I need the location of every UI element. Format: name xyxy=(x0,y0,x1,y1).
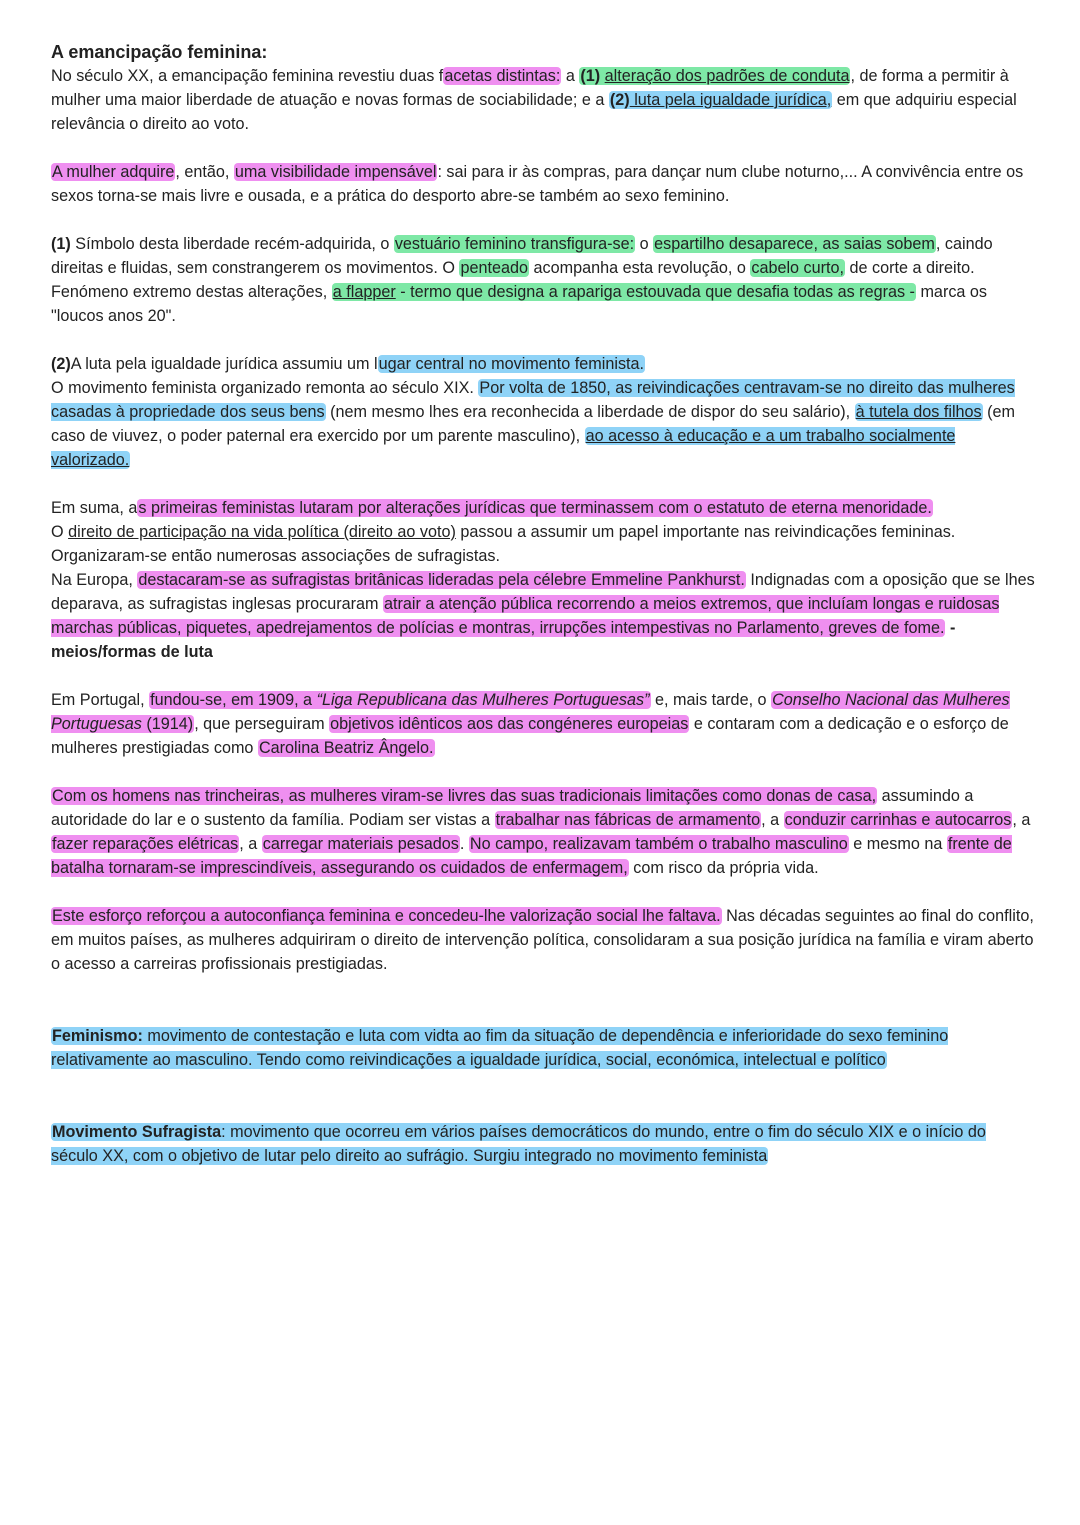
paragraph-visibility xyxy=(51,160,1036,208)
highlight-pink: frente de batalha tornaram-se imprescindíveis, assegurando os cuidados de enfermagem, xyxy=(51,835,1012,877)
highlight-pink: fazer reparações elétricas xyxy=(52,835,239,853)
text: e mesmo na xyxy=(848,835,947,853)
paragraph-self-confidence xyxy=(51,904,1036,976)
highlight-pink: objetivos idênticos aos das congéneres europeias xyxy=(330,715,689,733)
text: , a xyxy=(1012,811,1031,829)
text: . xyxy=(459,835,469,853)
marker-one: (1) xyxy=(51,235,71,253)
text: Símbolo desta liberdade recém-adquirida, o xyxy=(70,235,394,253)
highlight-pink: Este esforço reforçou a autoconfiança feminina e concedeu-lhe valorização social lhe faltava. xyxy=(52,907,721,925)
paragraph-legal-equality xyxy=(51,352,1036,376)
paragraph-flapper xyxy=(51,280,1036,328)
highlight-pink: destacaram-se as sufragistas britânicas lideradas pela célebre Emmeline Pankhurst. xyxy=(138,571,745,589)
text: (1914) xyxy=(141,715,194,733)
italic-text: “Liga Republicana das Mulheres Portuguesas” xyxy=(316,691,650,709)
highlight-green xyxy=(579,67,850,85)
paragraph-portugal xyxy=(51,688,1036,760)
highlight-blue: à tutela dos filhos xyxy=(855,403,982,421)
definition-text: : movimento que ocorreu em vários países democráticos do mundo, entre o fim do século XIX e o início do século XX, com o objetivo de lutar pelo direito ao sufrágio. Surgiu integrado no movimento feminista xyxy=(51,1123,986,1165)
highlight-pink: Com os homens nas trincheiras, as mulheres viram-se livres das suas tradicionais limitações como donas de casa, xyxy=(52,787,877,805)
text: Em suma, a xyxy=(51,499,138,517)
paragraph-intro xyxy=(51,64,1036,136)
text: acompanha esta revolução, o xyxy=(528,259,751,277)
text: em que adquiriu especial relevância o direito ao voto. xyxy=(51,91,1017,133)
highlight-blue xyxy=(51,1027,948,1069)
paragraph-voting-right xyxy=(51,520,1036,568)
text: Nas décadas seguintes ao final do conflito, em muitos países, as mulheres adquiriram o direito de intervenção política, consolidaram a sua posição jurídica na família e viram aberto o acesso a carreiras profissionais prestigiadas. xyxy=(51,907,1034,973)
highlight-pink: A mulher adquire xyxy=(52,163,175,181)
text: passou a assumir um papel importante nas reivindicações femininas. Organizaram-se então numerosas associações de sufragistas. xyxy=(51,523,956,565)
highlight-pink: Carolina Beatriz Ângelo. xyxy=(258,739,434,757)
text: No século XX, a emancipação feminina revestiu duas f xyxy=(51,67,444,85)
definition-suffragist-movement xyxy=(51,1120,1036,1168)
highlight-blue: ugar central no movimento feminista. xyxy=(378,355,645,373)
highlight-green: cabelo curto, xyxy=(751,259,845,277)
bold-note: - meios/formas de luta xyxy=(51,619,956,661)
text: , a xyxy=(761,811,784,829)
highlight-blue xyxy=(51,1123,986,1165)
marker-two: (2) xyxy=(51,355,71,373)
paragraph-feminist-movement xyxy=(51,376,1036,472)
text: e, mais tarde, o xyxy=(650,691,772,709)
highlight-green: penteado xyxy=(460,259,528,277)
italic-text: Conselho Nacional das Mulheres Portuguesas xyxy=(51,691,1010,733)
highlight-pink: carregar materiais pesados xyxy=(262,835,459,853)
text: : sai para ir às compras, para dançar num clube noturno,... A convivência entre os sexos torna-se mais livre e ousada, e a prática do desporto abre-se também ao sexo feminino. xyxy=(51,163,1024,205)
text: (em caso de viuvez, o poder paternal era exercido por um parente masculino), xyxy=(51,403,1016,445)
highlight-pink: trabalhar nas fábricas de armamento xyxy=(495,811,761,829)
text: , a xyxy=(239,835,262,853)
text: Fenómeno extremo destas alterações, xyxy=(51,283,332,301)
paragraph-war-work xyxy=(51,784,1036,880)
text: (nem mesmo lhes era reconhecida a liberdade de dispor do seu salário), xyxy=(325,403,855,421)
highlight-blue: Por volta de 1850, as reivindicações centravam-se no direito das mulheres casadas à propriedade dos seus bens xyxy=(51,379,1015,421)
paragraph-clothing xyxy=(51,232,1036,280)
text: de corte a direito. xyxy=(845,259,975,277)
text: - termo que designa a rapariga estouvada que desafia todas as regras - xyxy=(395,283,915,301)
document-title: A emancipação feminina: xyxy=(51,42,268,62)
text: , que perseguiram xyxy=(194,715,330,733)
marker-one: (1) xyxy=(580,67,605,85)
highlight-pink xyxy=(149,691,650,709)
underlined-text: alteração dos padrões de conduta xyxy=(604,67,850,85)
text: Na Europa, xyxy=(51,571,138,589)
text: com risco da própria vida. xyxy=(628,859,819,877)
highlight-green: vestuário feminino transfigura-se: xyxy=(394,235,635,253)
text: O xyxy=(51,523,69,541)
text: fundou-se, em 1909, a xyxy=(150,691,317,709)
text: Indignadas com a oposição que se lhes deparava, as sufragistas inglesas procuraram xyxy=(51,571,1035,613)
highlight-pink: acetas distintas: xyxy=(444,67,561,85)
paragraph-europe-suffragists xyxy=(51,568,1036,664)
definition-feminism xyxy=(51,1024,1036,1072)
text: o xyxy=(635,235,654,253)
underlined-text: direito de participação na vida política (direito ao voto) xyxy=(68,523,456,541)
text: e contaram com a dedicação e o esforço de mulheres prestigiadas como xyxy=(51,715,1009,757)
paragraph-summary xyxy=(51,496,1036,520)
highlight-pink: s primeiras feministas lutaram por alterações jurídicas que terminassem com o estatuto de eterna menoridade. xyxy=(138,499,932,517)
highlight-pink: uma visibilidade impensável xyxy=(234,163,437,181)
underlined-text: a flapper xyxy=(332,283,396,301)
definition-term: Movimento Sufragista xyxy=(52,1123,222,1141)
text: Em Portugal, xyxy=(51,691,150,709)
marker-two: (2) xyxy=(609,91,630,109)
highlight-pink: conduzir carrinhas e autocarros xyxy=(784,811,1012,829)
text: , caindo direitas e fluidas, sem constrangerem os movimentos. O xyxy=(51,235,993,277)
highlight-green: espartilho desaparece, as saias sobem xyxy=(654,235,935,253)
highlight-blue xyxy=(609,91,832,109)
highlight-green xyxy=(332,283,916,301)
text: , então, xyxy=(175,163,234,181)
text: , de forma a permitir à mulher uma maior liberdade de atuação e novas formas de sociabilidade; e a xyxy=(51,67,1009,109)
highlight-blue: ao acesso à educação e a um trabalho socialmente valorizado. xyxy=(51,427,956,469)
definition-term: Feminismo: xyxy=(52,1027,143,1045)
text: O movimento feminista organizado remonta ao século XIX. xyxy=(51,379,479,397)
text: a xyxy=(561,67,580,85)
underlined-text: luta pela igualdade jurídica, xyxy=(629,91,832,109)
highlight-pink: No campo, realizavam também o trabalho masculino xyxy=(469,835,848,853)
highlight-pink: atrair a atenção pública recorrendo a meios extremos, que incluíam longas e ruidosas marchas públicas, piquetes, apedrejamentos de polícias e montras, irrupções intempestivas no Parlamento, greves de fome. xyxy=(51,595,1000,637)
definition-text: movimento de contestação e luta com vidta ao fim da situação de dependência e inferioridade do sexo feminino relativamente ao masculino. Tendo como reivindicações a igualdade jurídica, social, económica, intelectual e político xyxy=(51,1027,949,1069)
text: A luta pela igualdade jurídica assumiu um l xyxy=(70,355,378,373)
text: assumindo a autoridade do lar e o sustento da família. Podiam ser vistas a xyxy=(51,787,974,829)
text: marca os "loucos anos 20". xyxy=(51,283,988,325)
